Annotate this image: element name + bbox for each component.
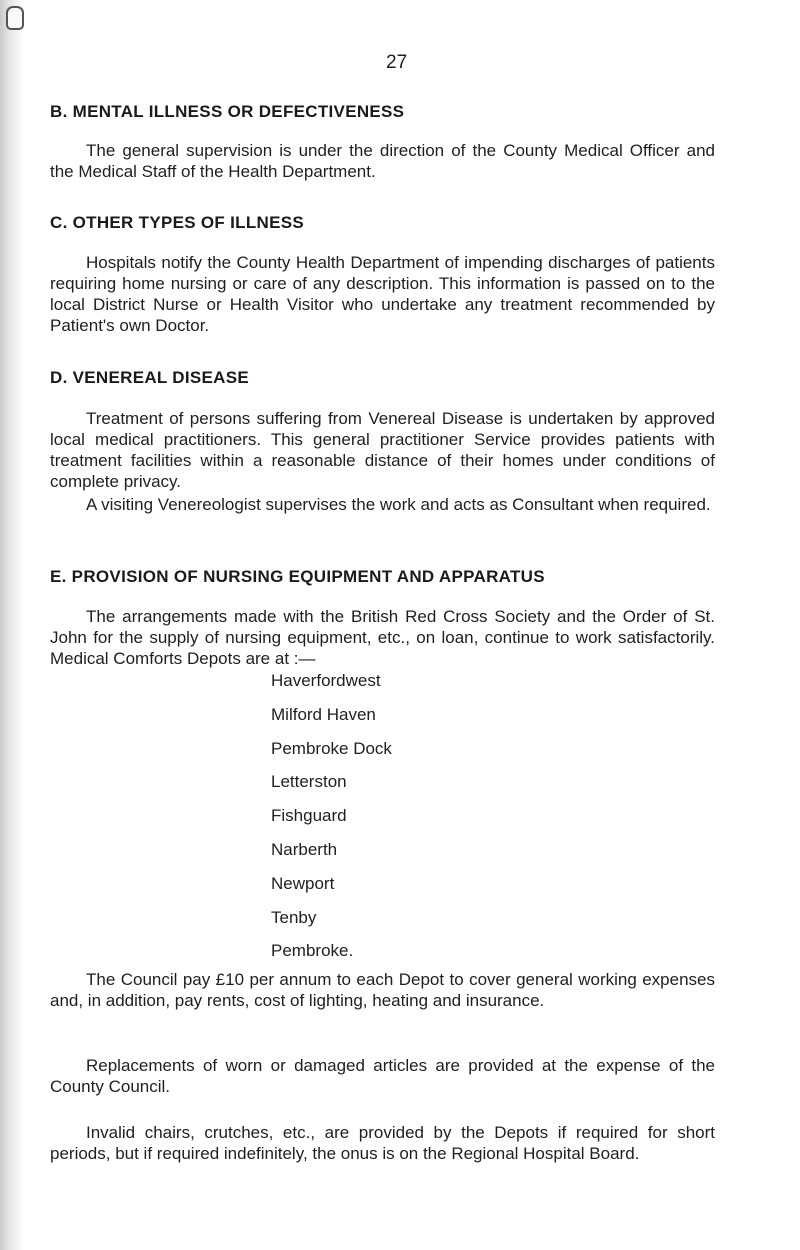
page-binding-shadow xyxy=(0,0,24,1250)
page-number: 27 xyxy=(386,52,408,73)
section-e-paragraph-invalid-chairs: Invalid chairs, crutches, etc., are provided by the Depots if required for short periods, but if required indefinitely, the onus is on the Regional Hospital Board. xyxy=(50,1123,715,1163)
section-d-paragraph-1: Treatment of persons suffering from Venereal Disease is undertaken by approved local medical practitioners. This general practitioner Service provides patients with treatment facilities within a reasonable distance of their homes under conditions of complete privacy. xyxy=(50,409,715,491)
section-b-paragraph: The general supervision is under the direction of the County Medical Officer and the Medical Staff of the Health Department. xyxy=(50,141,715,181)
depot-item: Milford Haven xyxy=(271,704,376,724)
depot-item: Narberth xyxy=(271,839,338,859)
depot-item: Newport xyxy=(271,873,335,893)
section-d-heading: D. VENEREAL DISEASE xyxy=(50,368,250,387)
depot-item: Pembroke. xyxy=(271,941,354,961)
section-c-heading: C. OTHER TYPES OF ILLNESS xyxy=(50,213,305,232)
section-b-heading: B. MENTAL ILLNESS OR DEFECTIVENESS xyxy=(50,102,405,121)
depot-item: Haverfordwest xyxy=(271,671,381,690)
section-e-heading: E. PROVISION OF NURSING EQUIPMENT AND APPARATUS xyxy=(50,567,545,586)
section-e-intro: The arrangements made with the British Red Cross Society and the Order of St. John for the supply of nursing equipment, etc., on loan, continue to work satisfactorily. Medical Comforts Depots are at :— xyxy=(50,607,715,668)
section-e-paragraph-funding: The Council pay £10 per annum to each Depot to cover general working expenses and, in addition, pay rents, cost of lighting, heating and insurance. xyxy=(50,970,715,1010)
depot-item: Tenby xyxy=(271,907,317,927)
depot-item: Fishguard xyxy=(271,806,347,826)
binding-hole-mark xyxy=(6,6,24,30)
section-d-paragraph-2: A visiting Venereologist supervises the work and acts as Consultant when required. xyxy=(86,495,711,514)
depot-item: Pembroke Dock xyxy=(271,738,392,758)
section-e-paragraph-replacements: Replacements of worn or damaged articles are provided at the expense of the County Council. xyxy=(50,1056,715,1096)
depot-item: Letterston xyxy=(271,772,347,792)
depot-list xyxy=(271,664,392,968)
section-c-paragraph: Hospitals notify the County Health Department of impending discharges of patients requiring home nursing or care of any description. This information is passed on to the local District Nurse or Health Visitor who undertake any treatment recommended by Patient's own Doctor. xyxy=(50,253,715,335)
